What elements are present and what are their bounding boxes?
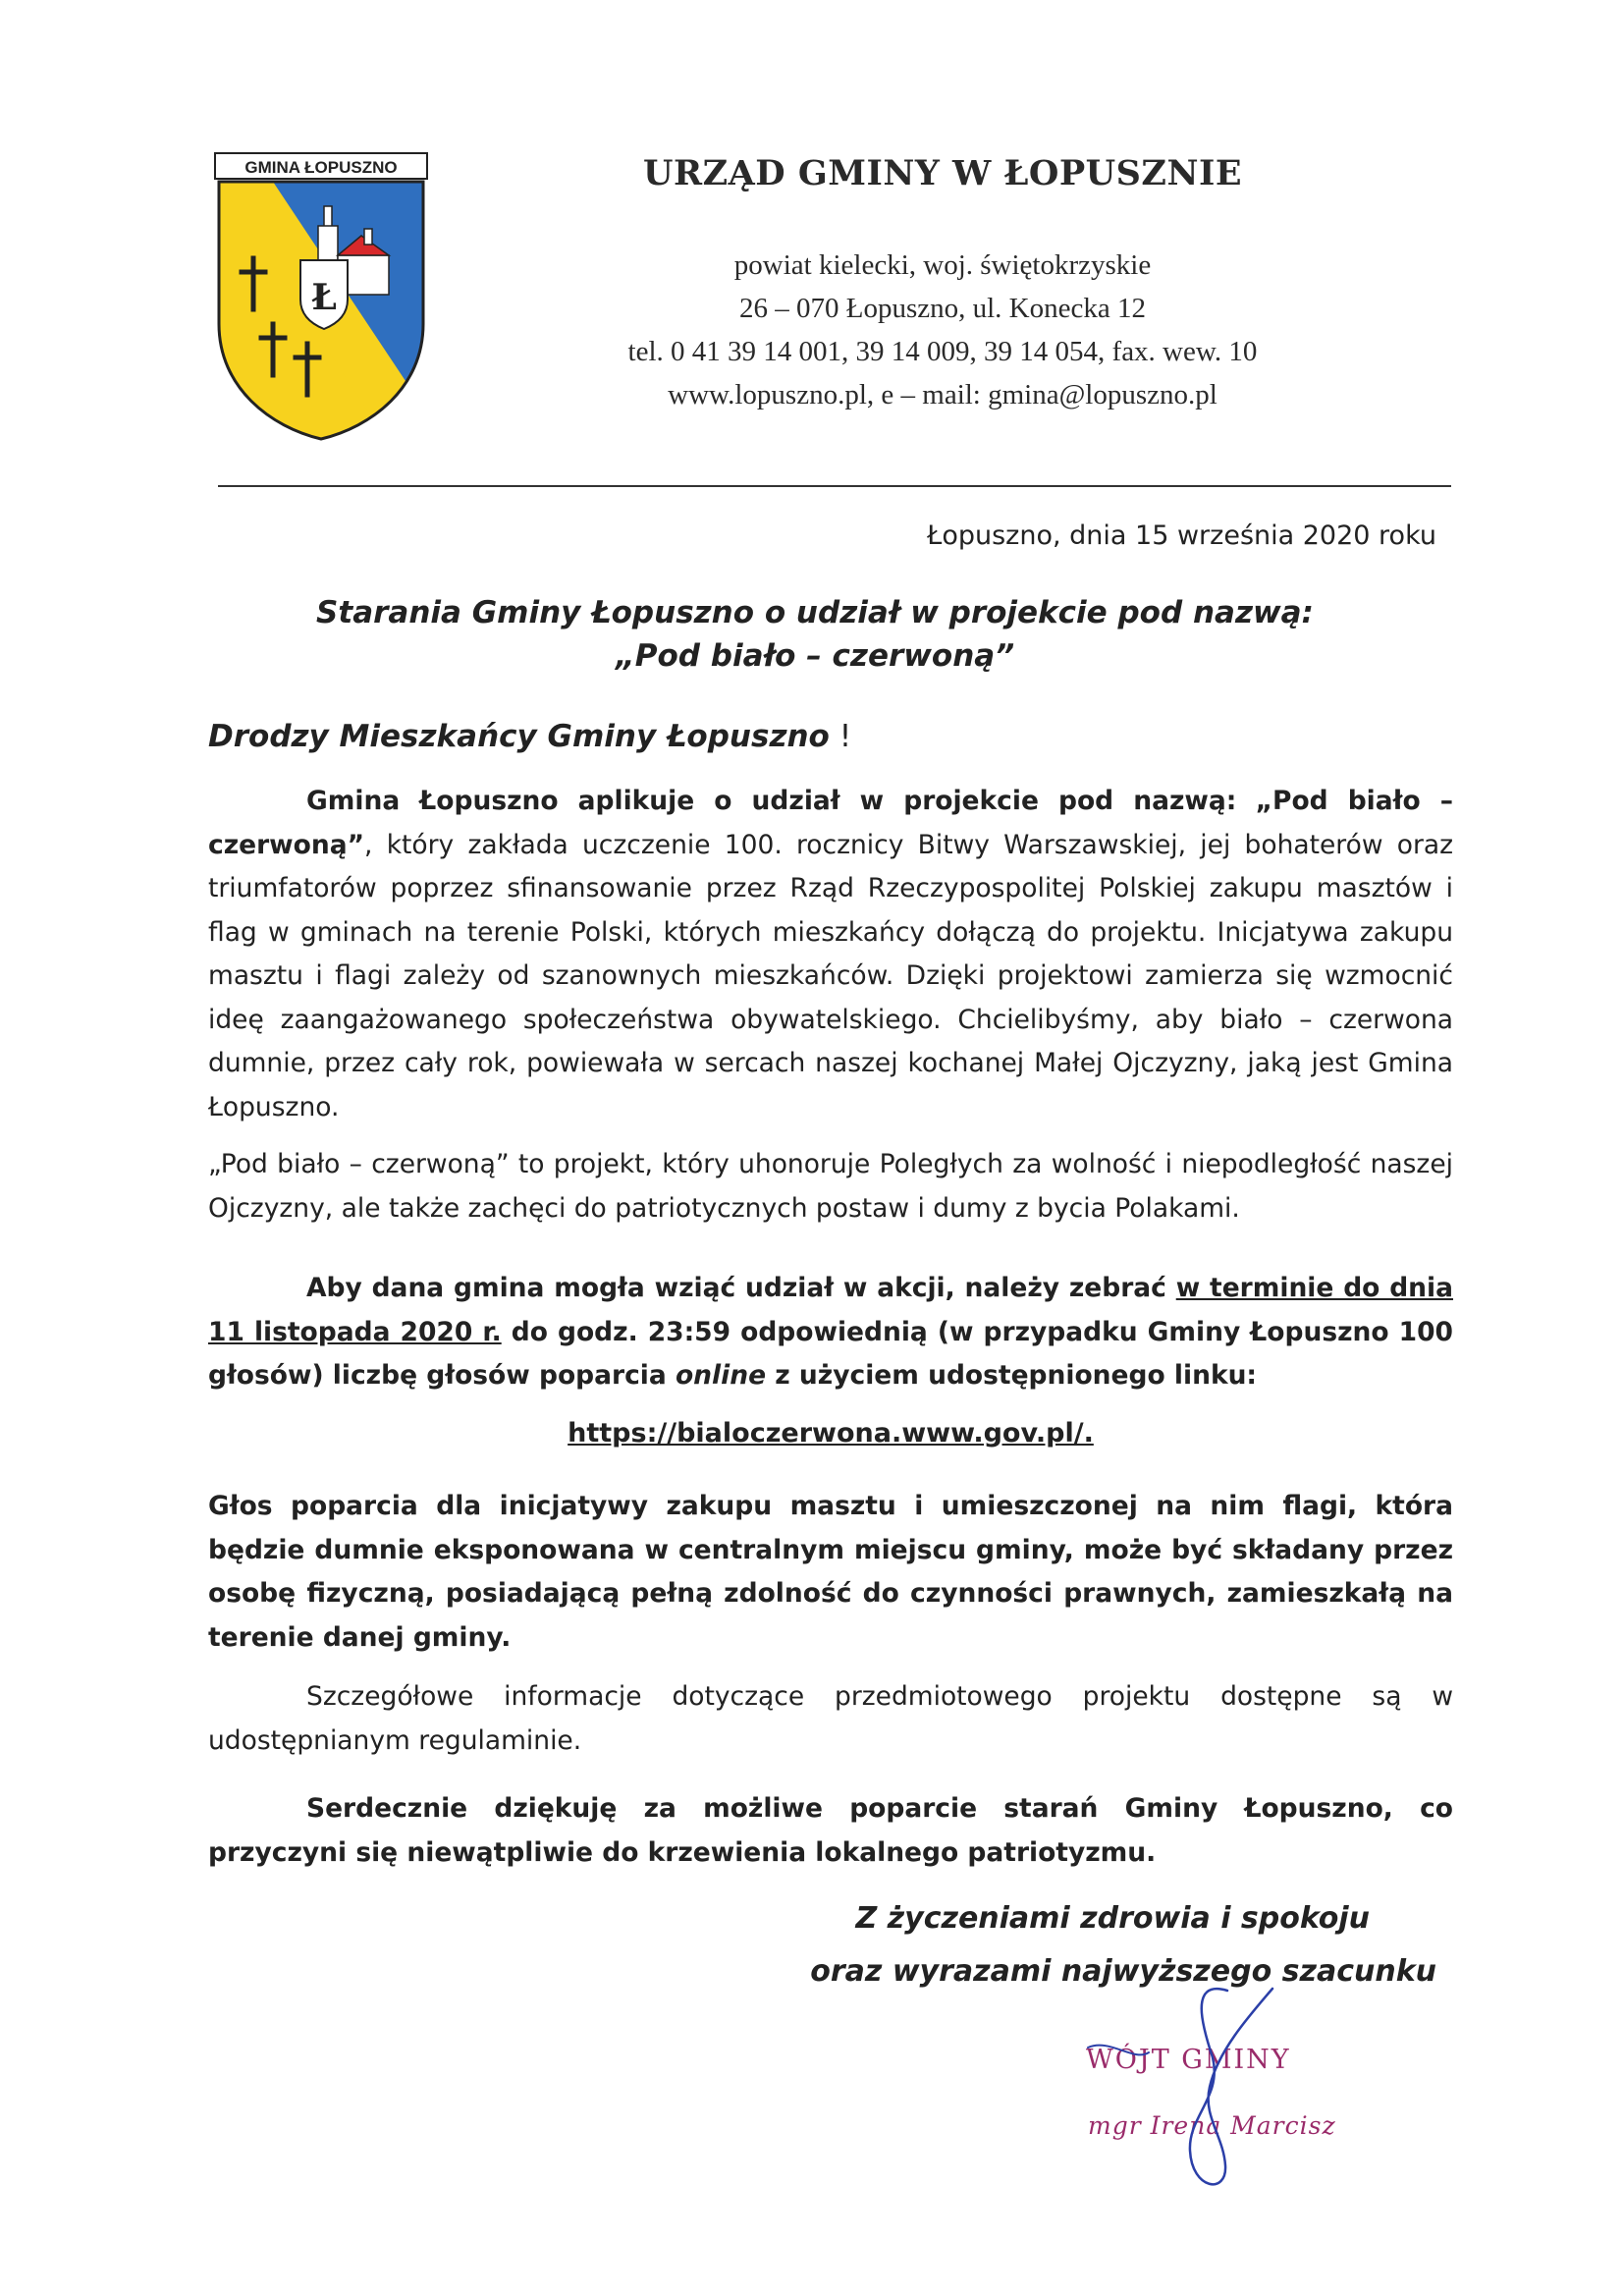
salutation-text: Drodzy Mieszkańcy Gminy Łopuszno xyxy=(208,719,830,754)
deadline-body: do godz. 23:59 odpowiednią (w przypadku Gminy Łopuszno 100 głosów) liczbę głosów poparcia xyxy=(208,1316,1453,1391)
header-divider xyxy=(218,485,1451,487)
office-name: URZĄD GMINY W ŁOPUSZNIE xyxy=(642,153,1243,193)
stamp-name: mgr Irena Marcisz xyxy=(1088,2111,1336,2140)
address-line: 26 – 070 Łopuszno, ul. Konecka 12 xyxy=(739,293,1146,324)
svg-text:Ł: Ł xyxy=(311,277,337,318)
address-line: powiat kielecki, woj. świętokrzyskie xyxy=(733,249,1152,281)
paragraph-intro-body: , który zakłada uczczenie 100. rocznicy Bitwy Warszawskiej, jej bohaterów oraz triumfatorów poprzez sfinansowanie przez Rząd Rzeczypospolitej Polskiej zakupu masztów i flag w gminach na terenie Polski, których mieszkańcy dołączą do projektu. Inicjatywa zakupu masztu i flagi zależy od szanownych mieszkańców. Dzięki projektowi zamierza się wzmocnić ideę zaangażowanego społeczeństwa obywatelskiego. Chcielibyśmy, aby biało – czerwona dumnie, przez cały rok, powiewała w sercach naszej kochanej Małej Ojczyzny, jaką jest Gmina Łopuszno. xyxy=(208,829,1453,1122)
paragraph-intro-lead: Gmina Łopuszno aplikuje o udział w projekcie pod nazwą: xyxy=(306,786,1237,816)
contact-phone-line: tel. 0 41 39 14 001, 39 14 009, 39 14 054, fax. wew. 10 xyxy=(627,336,1258,367)
paragraph-intro xyxy=(208,780,1453,1129)
deadline-tail: z użyciem udostępnionego linku: xyxy=(766,1360,1258,1391)
salutation xyxy=(208,719,851,754)
stamp-title: WÓJT GMINY xyxy=(1086,2045,1291,2075)
paragraph-regulations: Szczegółowe informacje dotyczące przedmiotowego projektu dostępne są w udostępnianym regulaminie. xyxy=(208,1681,1453,1756)
closing-line: Z życzeniami zdrowia i spokoju xyxy=(855,1901,1370,1936)
paragraph-eligibility: Głos poparcia dla inicjatywy zakupu masztu i umieszczonej na nim flagi, która będzie dumnie eksponowana w centralnym miejscu gminy, może być składany przez osobę fizyczną, posiadającą pełną zdolność do czynności prawnych, zamieszkałą na terenie danej gminy. xyxy=(208,1491,1453,1653)
project-link[interactable]: https://bialoczerwona.www.gov.pl/. xyxy=(568,1418,1094,1449)
deadline-date: w terminie do dnia 11 listopada 2020 r. xyxy=(208,1273,1454,1347)
closing-line: oraz wyrazami najwyższego szacunku xyxy=(810,1954,1436,1989)
letter-date: Łopuszno, dnia 15 września 2020 roku xyxy=(927,520,1436,551)
paragraph-thanks: Serdecznie dziękuję za możliwe poparcie starań Gminy Łopuszno, co przyczyni się niewątpliwie do krzewienia lokalnego patriotyzmu. xyxy=(208,1793,1453,1868)
deadline-lead: Aby dana gmina mogła wziąć udział w akcji, należy zebrać xyxy=(306,1273,1176,1303)
deadline-online: online xyxy=(675,1360,767,1391)
contact-web-email-line: www.lopuszno.pl, e – mail: gmina@lopuszno.pl xyxy=(668,379,1217,410)
subject-line: Starania Gminy Łopuszno o udział w projekcie pod nazwą: xyxy=(316,595,1314,630)
subject-project-name: „Pod biało – czerwoną” xyxy=(615,638,1015,674)
svg-text:GMINA ŁOPUSZNO: GMINA ŁOPUSZNO xyxy=(244,158,398,177)
salutation-punct: ! xyxy=(829,719,852,754)
project-name: „Pod biało – czerwoną” xyxy=(208,786,1453,860)
paragraph-voting-deadline xyxy=(208,1267,1453,1398)
paragraph-project-description: „Pod biało – czerwoną” to projekt, który uhonoruje Poległych za wolność i niepodległość naszej Ojczyzny, ale także zachęci do patriotycznych postaw i dumy z bycia Polakami. xyxy=(208,1149,1453,1224)
handwritten-signature xyxy=(1080,1969,1296,2205)
coat-of-arms-logo xyxy=(214,152,428,442)
